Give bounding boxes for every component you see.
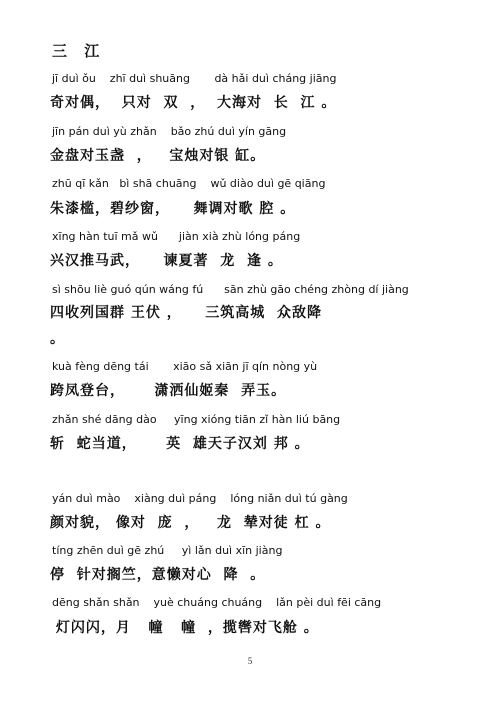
pinyin-line: xīng hàn tuī mǎ wǔ jiàn xià zhù lóng páng bbox=[52, 230, 301, 243]
chinese-line: 兴汉推马武， 谏夏著 龙 逢 。 bbox=[50, 253, 283, 269]
pinyin-line: zhū qī kǎn bì shā chuāng wǔ diào duì gē qiāng bbox=[52, 177, 326, 190]
chinese-line: 。 bbox=[50, 331, 65, 347]
chinese-line: 颜对貌， 像对 庞 ， 龙 辇对徒 杠 。 bbox=[50, 515, 331, 531]
chinese-line: 金盘对玉盏 ， 宝烛对银 缸。 bbox=[50, 148, 266, 164]
pinyin-line: dēng shǎn shǎn yuè chuáng chuáng lǎn pèi duì fēi cāng bbox=[52, 596, 382, 609]
pinyin-line: jī duì ǒu zhī duì shuāng dà hǎi duì cháng jiāng bbox=[52, 72, 337, 85]
pinyin-line: sì shōu liè guó qún wáng fú sān zhù gāo chéng zhòng dí jiàng bbox=[52, 283, 409, 296]
pinyin-line: jīn pán duì yù zhǎn bǎo zhú duì yín gāng bbox=[52, 125, 287, 138]
page-number: 5 bbox=[247, 656, 253, 666]
chinese-line: 四收列国群 王伏 ， 三筑高城 众敌降 bbox=[50, 305, 322, 321]
pinyin-line: kuà fèng dēng tái xiāo sǎ xiān jī qín nòng yù bbox=[52, 360, 318, 373]
chinese-line: 奇对偶， 只对 双 ， 大海对 长 江 。 bbox=[50, 95, 337, 111]
chinese-line: 斩 蛇当道， 英 雄天子汉刘 邦 。 bbox=[50, 436, 310, 452]
pinyin-line: zhǎn shé dāng dào yīng xióng tiān zǐ hàn liú bāng bbox=[52, 413, 341, 426]
pinyin-line: yán duì mào xiàng duì páng lóng niǎn duì tú gàng bbox=[52, 492, 348, 505]
chinese-line: 停 针对搁竺，意懒对心 降 。 bbox=[50, 567, 266, 583]
pinyin-line: tíng zhēn duì gē zhú yì lǎn duì xīn jiàng bbox=[52, 544, 283, 557]
poem-title: 三 江 bbox=[52, 42, 106, 60]
chinese-line: 灯闪闪，月 幢 幢 ，揽辔对飞舱 。 bbox=[50, 620, 319, 636]
chinese-line: 跨凤登台， 潇洒仙姬秦 弄玉。 bbox=[50, 383, 287, 399]
chinese-line: 朱漆槛，碧纱窗， 舞调对歌 腔 。 bbox=[50, 201, 296, 217]
